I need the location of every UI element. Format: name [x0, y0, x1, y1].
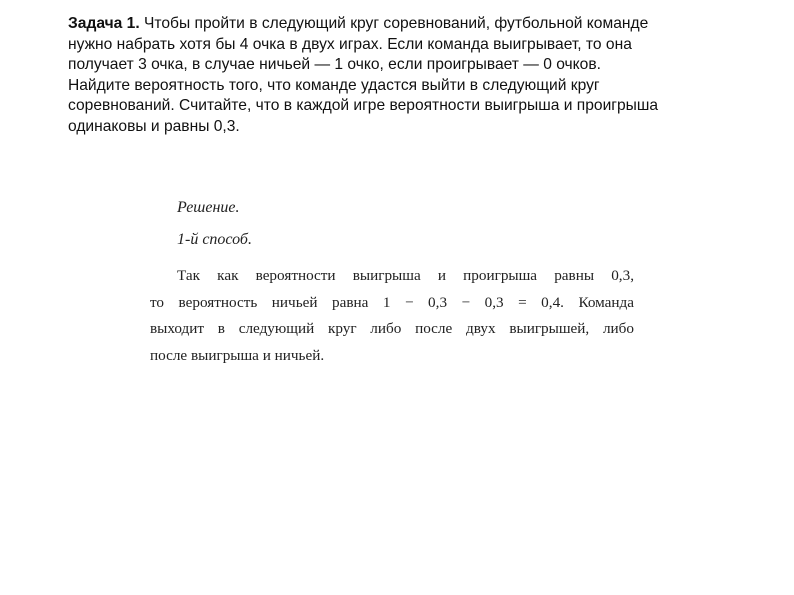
problem-line — [68, 14, 758, 35]
solution-line: после выигрыша и ничьей. — [150, 346, 325, 364]
solution-method-heading: 1-й способ. — [177, 231, 252, 248]
problem-line: получает 3 очка, в случае ничьей — 1 очко, если проигрывает — 0 очков. — [68, 56, 601, 74]
problem-line: соревнований. Считайте, что в каждой игре вероятности выигрыша и проигрыша — [68, 97, 659, 115]
solution-body — [150, 263, 634, 369]
problem-statement — [68, 14, 758, 138]
solution-line: то вероятность ничьей равна 1 − 0,3 − 0,3 = 0,4. Команда — [150, 293, 634, 311]
problem-line: одинаковы и равны 0,3. — [68, 117, 240, 135]
solution-line: выходит в следующий круг либо после двух выигрышей, либо — [150, 320, 634, 338]
problem-line: нужно набрать хотя бы 4 очка в двух играх. Если команда выигрывает, то она — [68, 35, 632, 53]
solution-heading: Решение. — [177, 199, 240, 216]
problem-line: Найдите вероятность того, что команде удастся выйти в следующий круг — [68, 76, 600, 94]
solution-line: Так как вероятности выигрыша и проигрыша равны 0,3, — [177, 267, 634, 284]
problem-line-text: Чтобы пройти в следующий круг соревнований, футбольной команде — [139, 15, 649, 32]
problem-label: Задача 1. — [68, 15, 140, 32]
solution-block — [150, 198, 634, 369]
